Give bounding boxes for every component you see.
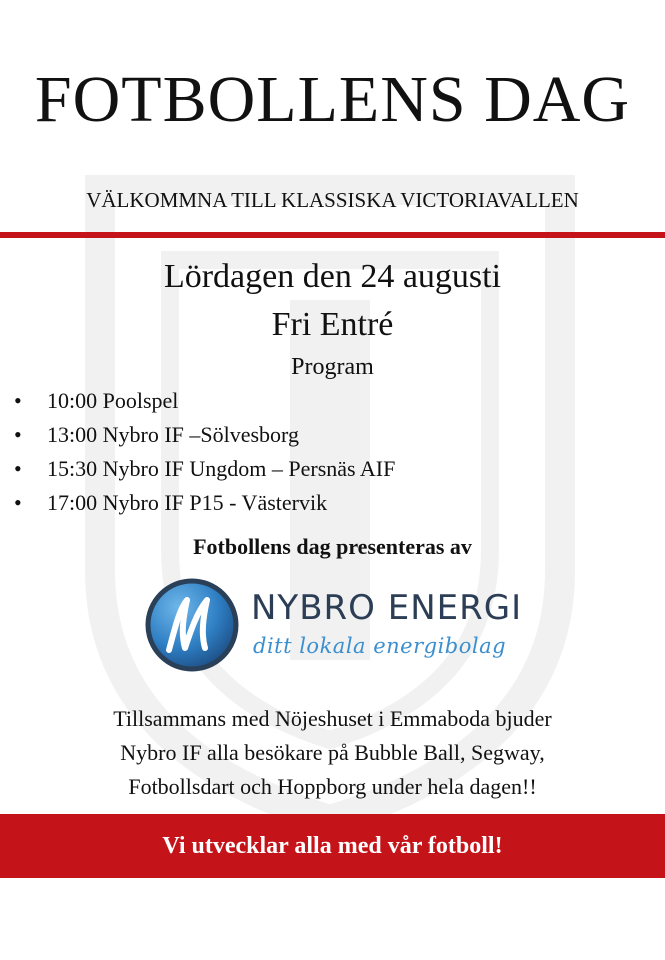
list-item xyxy=(14,486,395,520)
poster-title: FOTBOLLENS DAG xyxy=(34,63,631,136)
list-item xyxy=(14,452,395,486)
sponsor-name: NYBRO ENERGI xyxy=(251,588,523,628)
bullet-icon: • xyxy=(14,422,22,447)
event-description xyxy=(0,702,665,804)
program-item-text: 15:30 Nybro IF Ungdom – Persnäs AIF xyxy=(47,456,396,481)
list-item xyxy=(14,384,395,418)
nybro-energi-logo-icon xyxy=(145,578,239,672)
description-line: Fotbollsdart och Hoppborg under hela dagen!! xyxy=(128,774,537,799)
description-line: Tillsammans med Nöjeshuset i Emmaboda bjuder xyxy=(113,706,552,731)
slogan-banner xyxy=(0,814,665,878)
program-item-text: 10:00 Poolspel xyxy=(47,388,179,413)
program-list xyxy=(14,384,395,520)
sponsor-logo xyxy=(145,578,525,674)
slogan-text: Vi utvecklar alla med vår fotboll! xyxy=(162,833,503,859)
red-divider xyxy=(0,232,665,238)
bullet-icon: • xyxy=(14,490,22,515)
poster-subtitle: VÄLKOMMNA TILL KLASSISKA VICTORIAVALLEN xyxy=(86,188,579,212)
presented-by: Fotbollens dag presenteras av xyxy=(193,534,472,559)
program-item-text: 13:00 Nybro IF –Sölvesborg xyxy=(47,422,299,447)
bullet-icon: • xyxy=(14,388,22,413)
bullet-icon: • xyxy=(14,456,22,481)
description-line: Nybro IF alla besökare på Bubble Ball, Segway, xyxy=(120,740,545,765)
list-item xyxy=(14,418,395,452)
entry-info: Fri Entré xyxy=(271,306,394,343)
event-date: Lördagen den 24 augusti xyxy=(163,258,502,295)
program-item-text: 17:00 Nybro IF P15 - Västervik xyxy=(47,490,328,515)
sponsor-tagline: ditt lokala energibolag xyxy=(253,634,507,658)
program-heading: Program xyxy=(291,354,374,380)
